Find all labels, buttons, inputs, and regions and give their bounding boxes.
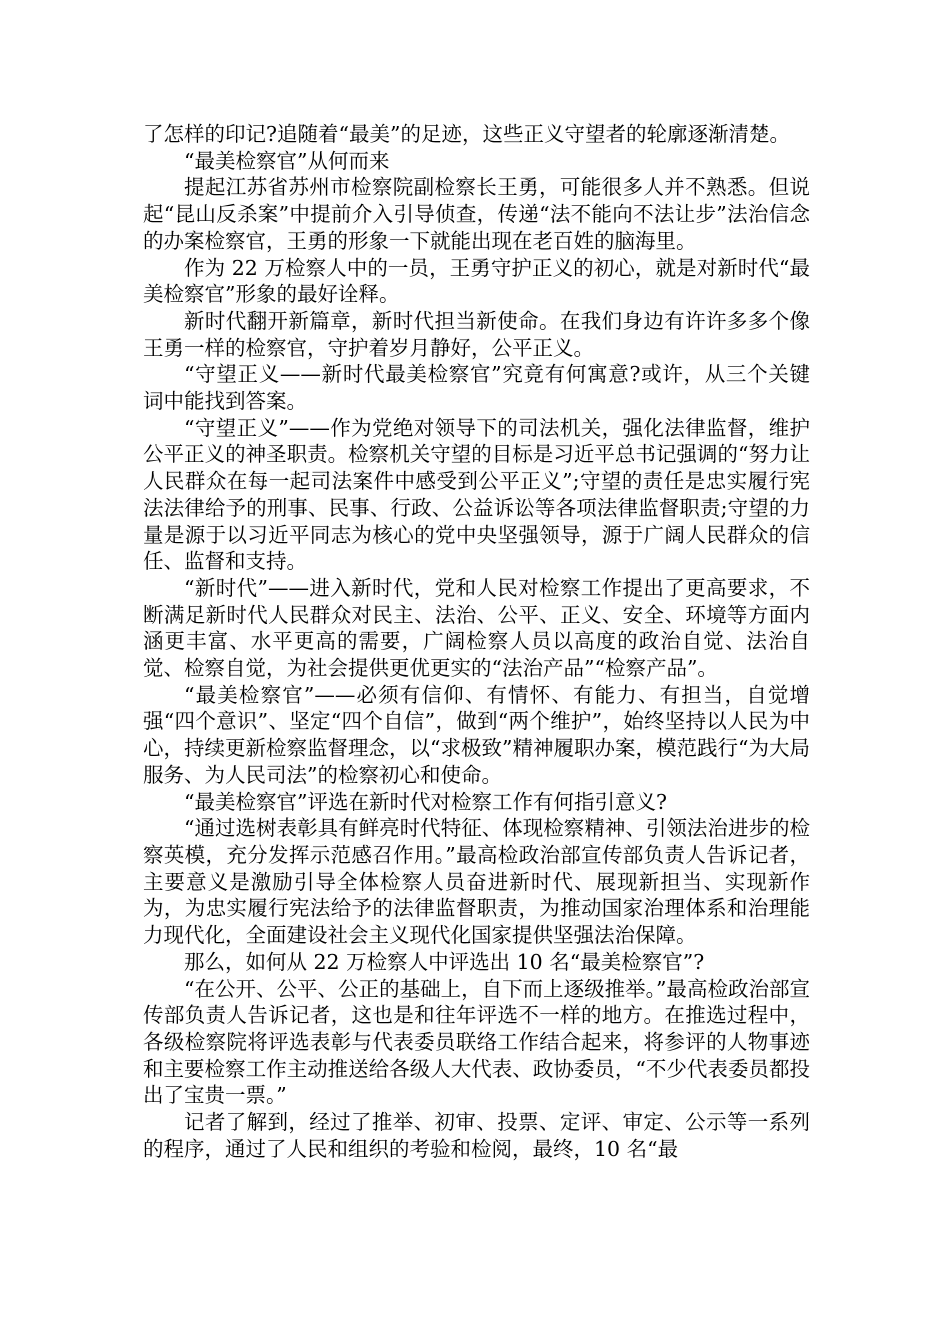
document-body [143, 121, 810, 1162]
paragraph: 作为 22 万检察人中的一员，王勇守护正义的初心，就是对新时代“最美检察官”形象的最好诠释。 [143, 255, 810, 307]
paragraph: “守望正义——新时代最美检察官”究竟有何寓意?或许，从三个关键词中能找到答案。 [143, 362, 810, 414]
paragraph: “守望正义”——作为党绝对领导下的司法机关，强化法律监督，维护公平正义的神圣职责。检察机关守望的目标是习近平总书记强调的“努力让人民群众在每一起司法案件中感受到公平正义”;守望的责任是忠实履行宪法法律给予的刑事、民事、行政、公益诉讼等各项法律监督职责;守望的力量是源于以习近平同志为核心的党中央坚强领导，源于广阔人民群众的信任、监督和支持。 [143, 415, 810, 574]
paragraph: 新时代翻开新篇章，新时代担当新使命。在我们身边有许许多多个像王勇一样的检察官，守护着岁月静好，公平正义。 [143, 308, 810, 360]
paragraph: “通过选树表彰具有鲜亮时代特征、体现检察精神、引领法治进步的检察英模，充分发挥示范感召作用。”最高检政治部宣传部负责人告诉记者，主要意义是激励引导全体检察人员奋进新时代、展现新担当、实现新作为，为忠实履行宪法给予的法律监督职责，为推动国家治理体系和治理能力现代化，全面建设社会主义现代化国家提供坚强法治保障。 [143, 816, 810, 948]
paragraph: 那么，如何从 22 万检察人中评选出 10 名“最美检察官”? [184, 949, 705, 974]
paragraph: “最美检察官”——必须有信仰、有情怀、有能力、有担当，自觉增强“四个意识”、坚定“四个自信”，做到“两个维护”，始终坚持以人民为中心，持续更新检察监督理念，以“求极致”精神履职办案，模范践行“为大局服务、为人民司法”的检察初心和使命。 [143, 682, 810, 787]
paragraph: 记者了解到，经过了推举、初审、投票、定评、审定、公示等一系列的程序，通过了人民和组织的考验和检阅，最终，10 名“最 [143, 1110, 810, 1161]
section-heading: “最美检察官”评选在新时代对检察工作有何指引意义? [184, 789, 667, 814]
paragraph: “在公开、公平、公正的基础上，自下而上逐级推举。”最高检政治部宣传部负责人告诉记者，这也是和往年评选不一样的地方。在推选过程中，各级检察院将评选表彰与代表委员联络工作结合起来，将参评的人物事迹和主要检察工作主动推送给各级人大代表、政协委员，“不少代表委员都投出了宝贵一票。” [143, 976, 810, 1108]
paragraph: 了怎样的印记?追随着“最美”的足迹，这些正义守望者的轮廓逐渐清楚。 [143, 122, 790, 146]
paragraph: “新时代”——进入新时代，党和人民对检察工作提出了更高要求，不断满足新时代人民群众对民主、法治、公平、正义、安全、环境等方面内涵更丰富、水平更高的需要，广阔检察人员以高度的政治自觉、法治自觉、检察自觉，为社会提供更优更实的“法治产品”“检察产品”。 [143, 575, 810, 681]
section-heading: “最美检察官”从何而来 [184, 148, 390, 173]
paragraph: 提起江苏省苏州市检察院副检察长王勇，可能很多人并不熟悉。但说起“昆山反杀案”中提前介入引导侦查，传递“法不能向不法让步”法治信念的办案检察官，王勇的形象一下就能出现在老百姓的脑海里。 [143, 175, 810, 253]
